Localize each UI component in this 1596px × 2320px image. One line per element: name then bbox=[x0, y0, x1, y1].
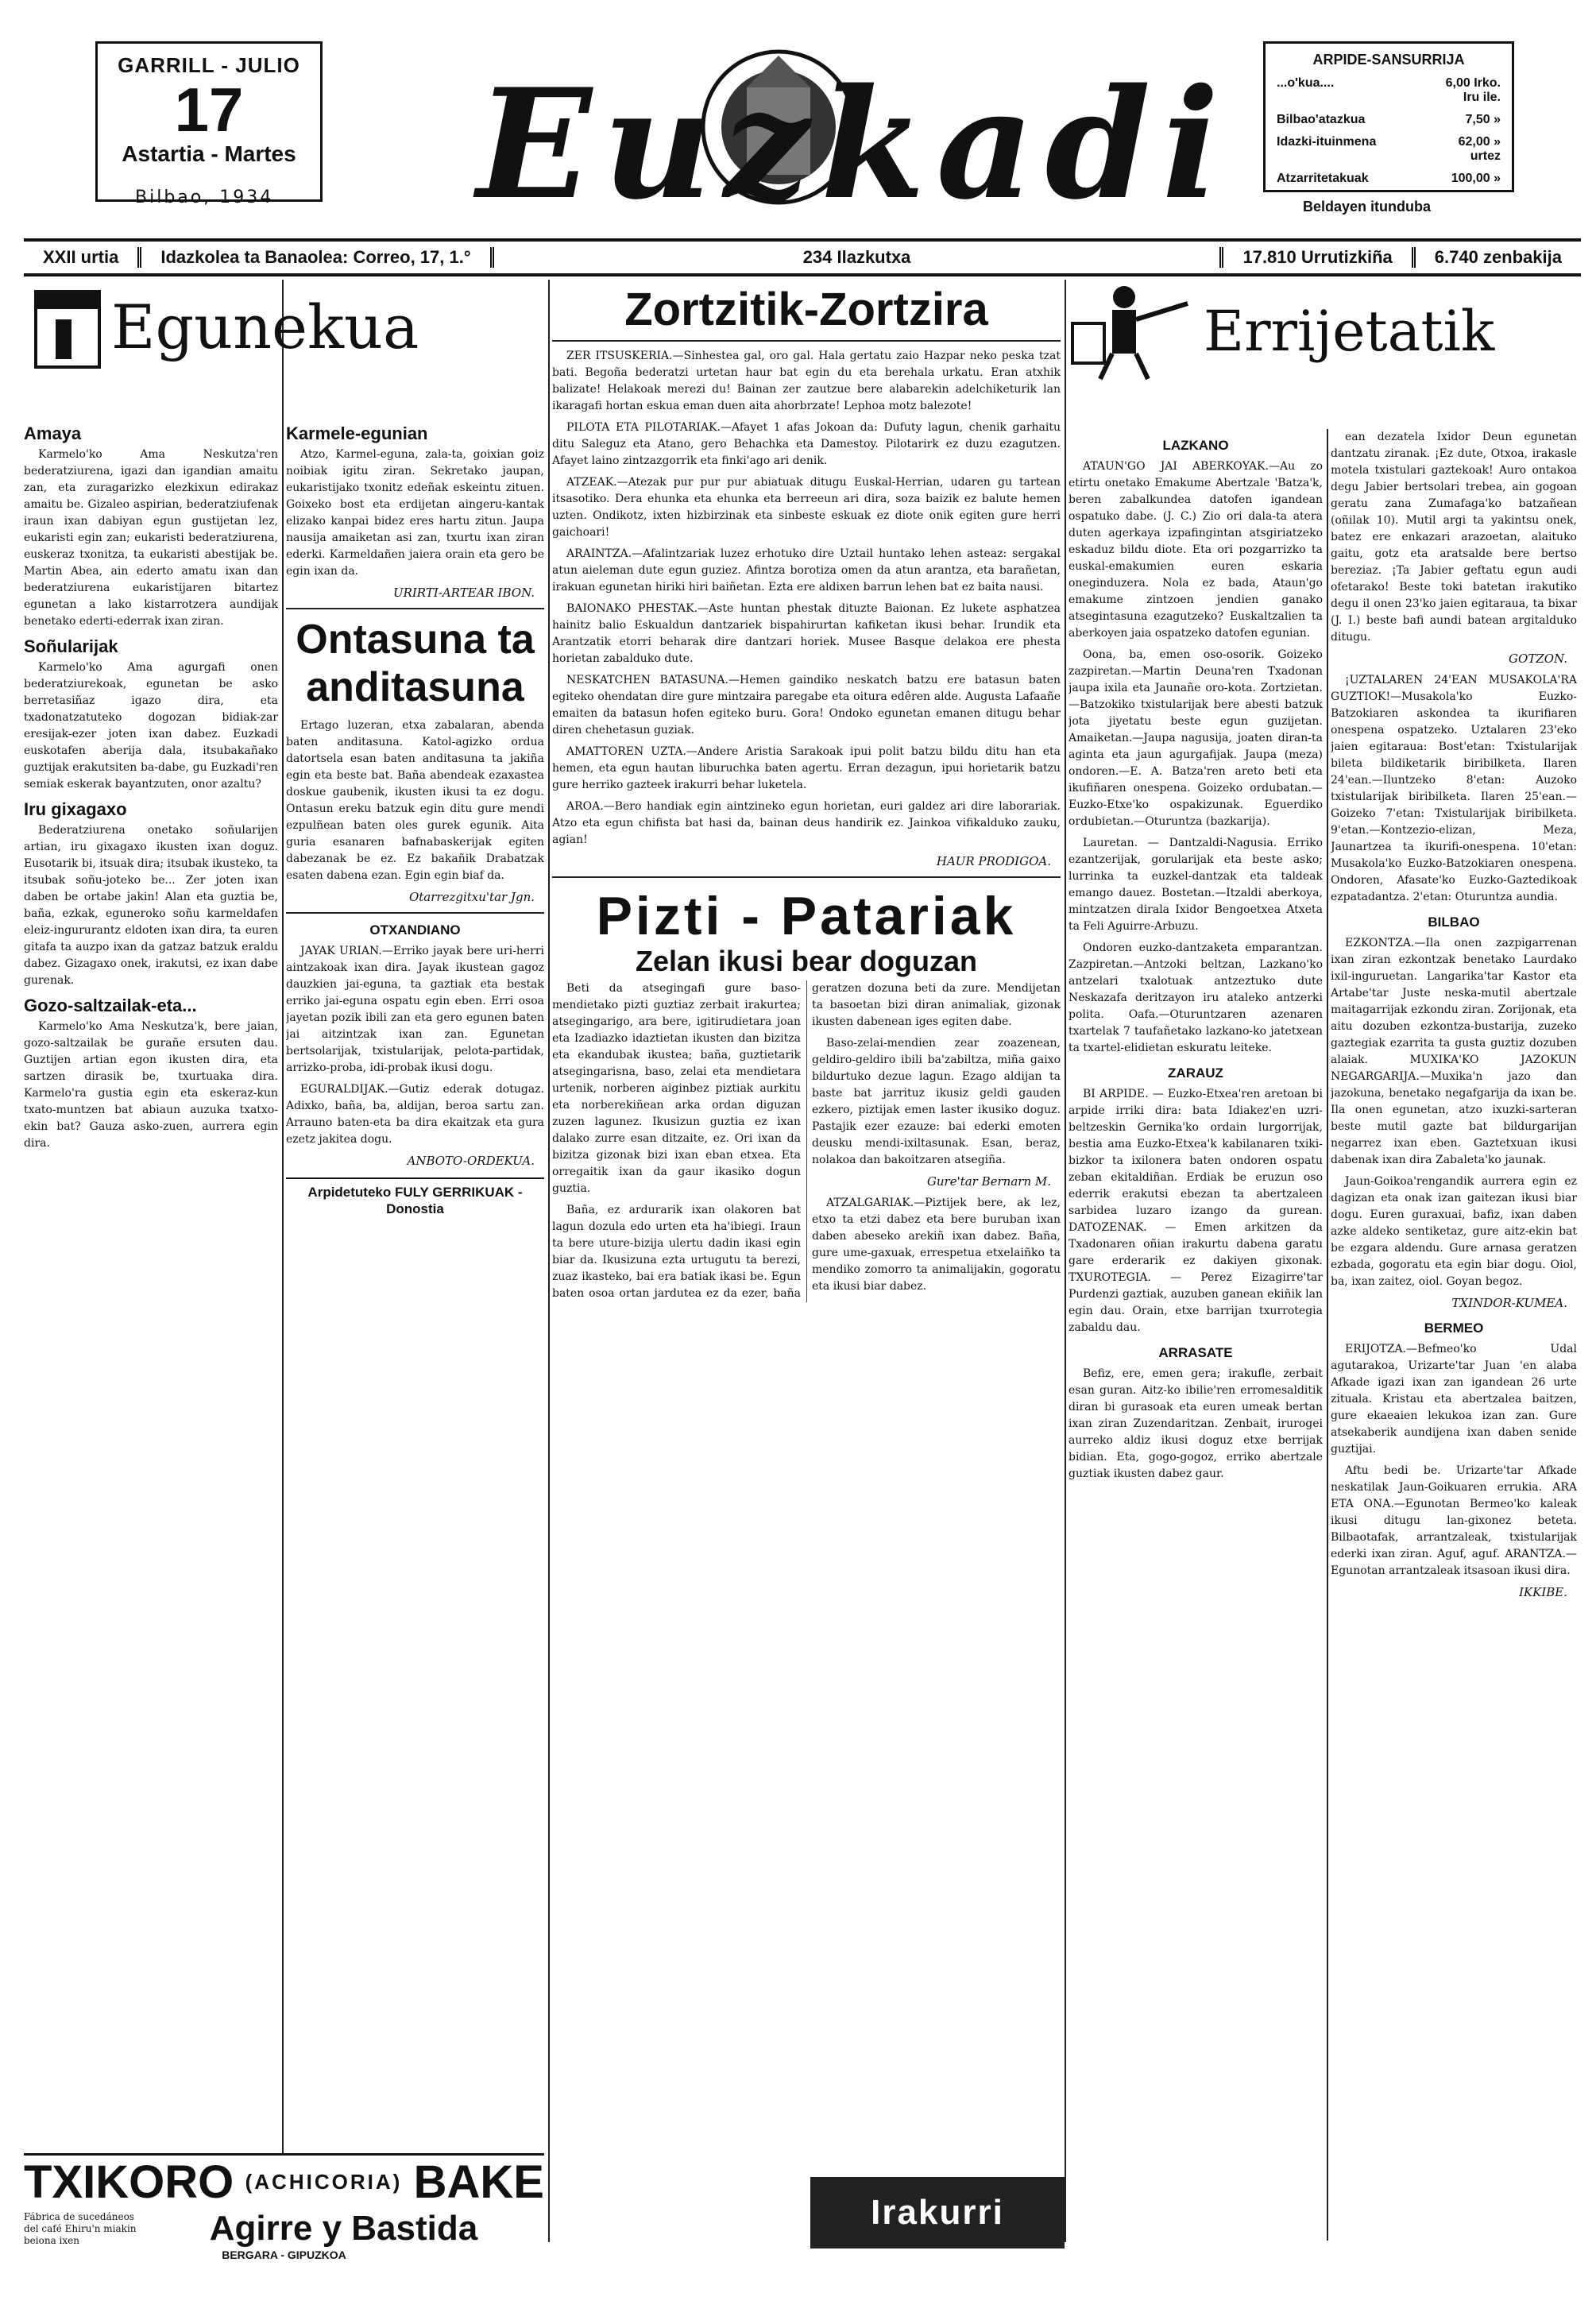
subscription-box bbox=[1263, 41, 1514, 192]
number-label: 6.740 zenbakija bbox=[1434, 247, 1562, 267]
article-body: ean dezatela Ixidor Deun egunetan dantzatu ziranak. ¡Ez dute, Otxoa, irakasle motela txistulari gaztekoak! Auro ontakoa degu Jabier bertsolari trebea, ain gogoan geratu zana Zumafaga'ko batzañean (oñilak 10). Mutil argi ta yakintsu onek, batez ere enkazari arazoetan, alaituko gaitu, gotz eta aratsalde bere bertso bereziaz. ¡Ta Jabier geftatu egun audi ofetarako! Beste toki batetan irakutiko degu il onen 23'ko jaien egitaraua, ta bixar (J. I.) beste bafi aundi batean argitalduko ditugu. bbox=[1331, 431, 1577, 644]
article-signature: HAUR PRODIGOA. bbox=[936, 854, 1051, 868]
divider bbox=[286, 912, 544, 914]
article-head: Gozo-saltzailak-eta... bbox=[24, 996, 197, 1015]
column-4-header bbox=[1069, 280, 1577, 423]
column-2 bbox=[286, 417, 544, 2149]
feature-title: Pizti - Patariak bbox=[596, 886, 1017, 946]
ad-irakurri: Irakurri EUZKADI bbox=[810, 2177, 1065, 2248]
newspaper-title: Euzkadi bbox=[477, 56, 1231, 233]
article-signature: URIRTI-ARTEAR IBON. bbox=[392, 586, 535, 600]
ad-txikoro bbox=[24, 2153, 544, 2259]
printer-line: Beldayen itunduba bbox=[1303, 199, 1432, 215]
column-rule bbox=[548, 280, 550, 2242]
article-head: Soñularijak bbox=[24, 636, 118, 656]
article-body: Lauretan. — Dantzaldi-Nagusia. Erriko ezantzerijak, gorularijak eta beste asko; lurrinka ta euzkel-dantzak eta taldeak emango dauez. Bostetan.—Itzaldi aberkoya, mintzatzen dirala Ixidor Bengoetxea Atxeta ta Feli Aguirre-Arbuzu. bbox=[1069, 837, 1323, 933]
article-body: Karmelo'ko Ama agurgafi onen bederatziurekoak, egunetan be asko berretasiñaz igazo dira, eta txadonatzatuteko dogozan bidiak-zar eresijak-ezer joten ixan dabez. Euzkadi euskotafen aberija dala, itsubakañako guztijak erakutsiten ba-dabe, gu Euzkadi'ren semiak eskerak bayantzuten, onor azaltu? bbox=[24, 661, 278, 791]
section-header-egunekua bbox=[24, 280, 544, 375]
article-signature: ANBOTO-ORDEKUA. bbox=[407, 1154, 535, 1168]
article-body: NESKATCHEN BATASUNA.—Hemen gaindiko neskatch batzu ere batasun baten egiteko ohendatan dire gure mintzaira paregabe eta oitura edêren alde. Augusta Lafaañe emaiten da batasun hofen egiteko buru. Gora! Ondoko egunetan emanen ditugu behar diren chehetasun guziak. bbox=[552, 674, 1061, 737]
article-body: Atzo, Karmel-eguna, zala-ta, goixian goiz noibiak igitu ziran. Sekretako jaupan, eukaristijako txonitz edeñak eskeintu zituen. Goixeko bost eta erdijetan aingeru-kantak elizako kanpai bidez eres hartu zitun. Jaupa nausija amaiketan asi zan, txurtu ixan ziran ederki. Karmeldañen jaiera orain eta gero be egin ixan da. bbox=[286, 448, 544, 578]
column-rule bbox=[282, 280, 284, 2242]
ad-small: Arpidetuteko FULY GERRIKUAK - Donostia bbox=[286, 1177, 544, 1217]
calendar-icon bbox=[24, 280, 111, 375]
town-head: BERMEO bbox=[1424, 1320, 1484, 1336]
price-row: Atzarritetakuak 100,00 » bbox=[1277, 172, 1501, 185]
column-rule bbox=[1065, 280, 1066, 2242]
column-4a bbox=[1069, 429, 1323, 2241]
ad-brand-right: BAKE bbox=[413, 2156, 544, 2208]
divider bbox=[552, 340, 1061, 342]
article-head: OTXANDIANO bbox=[369, 922, 461, 938]
section-title-zortzitik: Zortzitik-Zortzira bbox=[624, 284, 988, 335]
column-4b bbox=[1331, 429, 1577, 2241]
article-body: ATAUN'GO JAI ABERKOYAK.—Au zo etirtu onetako Emakume Abertzale 'Batza'k, beren zabalkundea datofen igandean ospatuko dabe. (J. C.) Zio ori dala-ta atera duten agerkaya izpafingintan atsgiriatzeko eskaduz bildu diote. Eta ori pozgarrizko ta euskal-emakumien euren eskaria oneginduzera. Nola ez bada, Ataun'go emakume zintzoen jendien ganako atsegintasuna ezagutzeko? Euskaltzalien ta aberkoyen jaia ospatzeko datofen egunian. bbox=[1069, 460, 1323, 640]
article-body: Ertago luzeran, etxa zabalaran, abenda baten anditasuna. Katol-agizko ordua datortsela esan baten anditasuna ta jakiña egin eta beste bat. Baña abendeak ezaxastea doskue gaubenik, ikusten ikusi ta ez dogu. Ontasun ereku batzuk egin ditu gure mendi ezpulñean baten oles gurek egunik. Aita guria esanaren bafnabaskerijak egiten dabezanak be ez. Ez bakañik Drabatzak esaten dabena ezan. Egin egin biaf da. bbox=[286, 719, 544, 882]
article-head: Amaya bbox=[24, 423, 82, 443]
divider bbox=[286, 608, 544, 609]
article-body: BI ARPIDE. — Euzko-Etxea'ren aretoan bi arpide irriki dira: bata Idiakez'en uzri-beltzeskin Gernika'ko ordain lurgorrijak, bestia ama Euzko-Etxea'k kabilanaren txiki-bizkor ta ixilonera baten ondoren ospatu zeban ekitaldiñan. Erdiak be eruzun oso ederrik erakutsi ebezan ta abertzaleen sarbidea luzaro izango da gurean. DATOZENAK. — Emen arkitzen da Txadonaren oñian irakurtu dabena garatu gare erderarik ez dakiyen gixonak. TXUROTEGIA. — Perez Eizagirre'tar Purdenzi gaztiak, auzuben ganean ekiñik lan egin dau. Orain, etxe barrijan txurrotegia zabaldu dau. bbox=[1069, 1088, 1323, 1334]
article-body: ATZALGARIAK.—Piztijek bere, ak lez, etxo ta etzi dabez eta bere buruban ixan daben abeseko arekiñ ixan dabez. Baña, gure ume-gaxuak, errespetua etxelaiñko ta mendiko zomorro ta animalijakin, gogoratu eta ikusi biar dabez. bbox=[812, 1197, 1061, 1293]
article-body: Jaun-Goikoa'rengandik aurrera egin ez dagizan eta onak izan gaitezan ikusi biar dogu. Euren guraxuai, bafiz, ixan daben azke aldeko sentiketaz, gure aitz-ekin bat be ezgara aldendu. Gure arnasa geratzen ezbada, gogoratu eta egin biar dogu. Oiol, ba, ixan zaitez, oiol. Goyan begoz. bbox=[1331, 1175, 1577, 1288]
article-body: ARAINTZA.—Afalintzariak luzez erhotuko dire Uztail huntako lehen asteaz: sergakal atun aieleman dute egun guziez. Afintza borotiza omen da atun arantza, eta barañetan, irakuan egunetan hiriki hiri baiñetan. Ezta ere aldixen barrun lehen bat ez baita nausi. bbox=[552, 547, 1061, 594]
article-body: Aftu bedi be. Urizarte'tar Afkade neskatilak Jaun-Goikuaren errukia. ARA ETA ONA.—Egunotan Bermeo'ko kaleak ikusi ditugu lan-gixonez beteta. Bilbaotafak, arrantzaleak, txistularijak ederki ixan ziran. Aguf, aguf. ARANTZA.—Egunotan arrantzaleak itsasoan ikusi dira. bbox=[1331, 1464, 1577, 1577]
article-body: EGURALDIJAK.—Gutiz ederak dotugaz. Adixko, baña, ba, aldijan, beroa sartu zan. Arrauno baten-eta ba dira ekaitzak eta gura ezetz jakitea dogu. bbox=[286, 1083, 544, 1146]
city-year: Bilbao, 1934 bbox=[135, 188, 274, 207]
article-body: Karmelo'ko Ama Neskutza'k, bere jaian, gozo-saltzailak be gurañe ersuten dau. Guztijen artian egon ikusten dira, eta sartzen dirasik be, txurtuaka dira. Karmelo'ra gustia egin eta eskeraz-kun txato-muntzen bat abiaun auzuka txatxo-ekin bat? Gauza asko-zuen, aurrera egin dira. bbox=[24, 1020, 278, 1150]
article-body: ¡UZTALAREN 24'EAN MUSAKOLA'RA GUZTIOK!—Musakola'ko Euzko-Batzokiaren askondea ta ikurifiaren onespena ospatzeko. Uztalaren 23'eko jaien egitaraua: Bost'etan: Txistularijak bileta bildiketarik biribilketa. Ilaren 24'ean.—Iluntzeko 8'etan: Auzoko txistularijak biribilketa. Ilaren 25'ean.—Goizeko 7'etan: Txistularijak biribilketa. 9'etan.—Kontzezio-elizan, Meza, Jaunartzea ta ikurifi-onespena. 10'etan: Musakola'ko Euzko-Batzokiaren onespena. Ondoren, Afasate'ko Euzko-Gaztedikoak ezpatadantza. 2'etan: Oturuntza aundia. bbox=[1331, 674, 1577, 903]
column-3 bbox=[552, 280, 1061, 2242]
ad-company: Agirre y Bastida bbox=[209, 2209, 478, 2248]
article-body: Karmelo'ko Ama Neskutza'ren bederatziurena, igazi dan igandian amaitu zan, eta zuragarizko elezkixun edirakaz amaitu be. Gizaleo aspirian, bederatziufenak iraun ixan dabiyan egun gustijetan lez, eukaristi egin zan; eukaristi bederatziurena, euskeraz txonitza, ta eukaristi abestijak be. Martin Abea, ain ederto amatu ixan dan bederatziurena eukaristijaren bitartez egunetan a lako kistarrotzera aundijak benetako ederti-ederrak ixan ziran. bbox=[24, 448, 278, 628]
price-row: Idazki-ituinmena 62,00 » urtez bbox=[1277, 135, 1501, 163]
ad-brand-left: TXIKORO bbox=[24, 2156, 234, 2208]
price-row: Bilbao'atazkua 7,50 » bbox=[1277, 113, 1501, 126]
town-head: ARRASATE bbox=[1158, 1345, 1233, 1360]
town-crier-icon bbox=[1069, 280, 1204, 383]
town-head: ZARAUZ bbox=[1168, 1065, 1223, 1081]
article-signature: IKKIBE. bbox=[1518, 1585, 1567, 1599]
date-month: GARRILL - JULIO bbox=[118, 53, 300, 77]
date-box bbox=[95, 41, 323, 202]
article-body: AROA.—Bero handiak egin aintzineko egun horietan, euri galdez ari dire laborariak. Atzo eta egun chifista bat hasi da, bainan deus handirik ez. Jainkoa vifikalduko zauku, agian! bbox=[552, 800, 1061, 846]
article-head: Karmele-egunian bbox=[286, 423, 428, 443]
issue-label: 234 Ilazkutxa bbox=[494, 247, 1224, 268]
ad-fine-print: Fábrica de sucedáneos del café Ehiru'n miakin beiona ixen bbox=[24, 2210, 137, 2246]
feature-subtitle: Zelan ikusi bear doguzan bbox=[635, 945, 978, 977]
ad-place: BERGARA - GIPUZKOA bbox=[222, 2248, 346, 2261]
article-body: Befiz, ere, emen gera; irakufle, zerbait esan guran. Aitz-ko ibilie'ren erromesalditik diran bi gurasoak eta euren umeak bertan ixan ziran Zuzendaritzan. Zenbait, irurogei aurreko aldiz ikusi doguz etxe berrijak bidian. Eta, gogo-gogoz, erriko abertzale guztiak ikusten dabez gaur. bbox=[1069, 1367, 1323, 1480]
article-body: ATZEAK.—Atezak pur pur pur abiatuak ditugu Euskal-Herrian, udaren gu tartean itsasotiko. Dera ehunka eta ehunka eta berreeun ari dira, soza baizik ez balute hemen uzten. Ondikotz, ixten hizbirzinak eta sinbeste eskuak ez diote onik egiten gure herri gaichoari! bbox=[552, 476, 1061, 539]
article-signature: Gure'tar Bernarn M. bbox=[926, 1174, 1051, 1189]
section-header-errijetatik bbox=[1069, 280, 1577, 383]
date-weekday: Astartia - Martes bbox=[122, 141, 296, 166]
subscription-title: ARPIDE-SANSURRIJA bbox=[1312, 52, 1465, 68]
section-title: Egunekua bbox=[111, 292, 419, 362]
article-body: Baña, ez ardurarik ixan olakoren bat lagun dozula edo urten eta ha'ibiegi. Iraun ta bere uture-bizija ulertu dadin ikasi egin biar da. Ikusizuna ezta urtugutu ta berezi, zuaz ikasteko, bai era batiak ikasi be. Egun baten osoa ortan jardutea ez da ezer, baña geratzen dozuna beti da zure. Mendijetan ta basoetan bizi diran animaliak, gizonak ikusten dabenean iges egiten dabe. bbox=[552, 982, 1061, 1300]
article-signature: TXINDOR-KUMEA. bbox=[1451, 1296, 1567, 1310]
column-rule bbox=[1327, 429, 1328, 2241]
ad-brand-mid: (ACHICORIA) bbox=[245, 2170, 403, 2194]
date-day: 17 bbox=[174, 75, 244, 145]
article-head: Iru gixagaxo bbox=[24, 799, 127, 819]
article-body: Beti da atsegingafi gure baso-mendietako pizti guztiaz zerbait irakurtea; atsegingarigo, ara bere, igitirudietara joan eta Izadiazko idaztietan ikusten dan bizitza eta ekandubak ikustea; baña, guztietarik atsegingarisna, baso, zelai eta mendietara urtenik, norberen aiginbez piztiak aurkitu eta norberekiñean arka ordan diguzan zuzen lagunez. Ikusizun guztia ez ixan dalako zurre esan ditzaite, ez. Ori ixan da bizitza gizonak bizi ixan eban etxea. Eta orregaitik ixan da gaur ikasiko dogun guztia. bbox=[552, 982, 801, 1195]
feature-body bbox=[552, 980, 1061, 1302]
town-head: LAZKANO bbox=[1162, 438, 1229, 453]
year-label: XXII urtia bbox=[24, 247, 141, 268]
phone-label: 17.810 Urrutizkiña bbox=[1223, 247, 1415, 268]
article-body: Ondoren euzko-dantzaketa emparantzan. Zazpiretan.—Antzoki beltzan, Lazkano'ko antzelari txalotuak antzeztuko dute Neskazafa deritzayon iru ataleko antzerki polita. Oafa.—Oturuntzaren azenaren txartelak 7 taufañetako lazkano-ko jatetxean ta txartel-elidietan eskuratu leiteke. bbox=[1069, 942, 1323, 1054]
article-signature: Otarrezgitxu'tar Jgn. bbox=[408, 890, 535, 904]
column-1 bbox=[24, 280, 544, 423]
article-body: BAIONAKO PHESTAK.—Aste huntan phestak dituzte Baionan. Ez lukete asphatzea hainitz balio Eskualdun dantzariek bispahirurtan kafiketan ikusi behar. Irundik eta Arantzatik etorri beharak dire dantzari horiek. Musee Basque delakoa ere phesta horietan zabalduko dute. bbox=[552, 602, 1061, 665]
price-row: ...o'kua.... 6,00 Irko. Iru ile. bbox=[1277, 76, 1501, 104]
article-body: AMATTOREN UZTA.—Andere Aristia Sarakoak ipui polit batzu bildu ditu han eta hemen, eta egun hautan liburuchka baten agertu. Erran dezagun, ipui horietarik batzu gure herriko gazteek irakurri behar luketela. bbox=[552, 745, 1061, 791]
article-title: Ontasuna ta anditasuna bbox=[296, 617, 535, 710]
article-body: ZER ITSUSKERIA.—Sinhestea gal, oro gal. Hala gertatu zaio Hazpar neko peska tzat bati. Begoña bederatzi urtetan haur bat egin du eta berehala urkatu. Eran atxhik balizate! Helakoak merezi du! Bainan zer zautzue bere alabarekin adelchiketurik lan ikaragafi hortan eskua eman duen aita ahorbrzate! Lephoa motz balezote! bbox=[552, 350, 1061, 412]
section-title: Errijetatik bbox=[1204, 299, 1495, 364]
article-body: Baso-zelai-mendien zear zoazenean, geldiro-geldiro ibili ba'zabiltza, miña gaixo bildurtuko dezue lagun. Ezago aldijan ta baste bat jarrituz ikusiz geldi gauden ezkero, piztijak emen laster ikusiko doguz. Pastajik ezer ezauze: bai ederki emoten deusku mendi-ixiltasunak. Esan, beraz, nolakoa dan bakoitzaren atsegiña. bbox=[812, 1037, 1061, 1166]
article-body: EZKONTZA.—Ila onen zazpigarrenan ixan ziran ezkontzak benetako Laurdako ixil-inguruetan. Langarika'tar Kastor eta Artabe'tar Juste neska-mutil abertzale maitagarrijak ezkondu ziran. Zorijonak, eta aitu dozuben ezkontza-bustarija, zuzeko gaztegiak ezarrita ta gusta guztiz dozuben alaiak. MUXIKA'KO JAZOKUN NEGARGARIJA.—Muxika'n jazo dan jazokuna, benetako negafgarija da ixan be. Ila onen egunetan, atzo ixuzki-sarteran beste mutil gazte bat bildurgarijan negarrez ixan eben. Gaztetxuan ikusi dabenak ixan dira Zabaleta'ko jaunak. bbox=[1331, 937, 1577, 1166]
address-label: Idazkolea ta Banaolea: Correo, 17, 1.° bbox=[141, 247, 493, 268]
column-1-body bbox=[24, 417, 278, 2149]
article-signature: GOTZON. bbox=[1509, 652, 1567, 666]
info-bar bbox=[24, 238, 1581, 276]
article-body: Oona, ba, emen oso-osorik. Goizeko zazpiretan.—Martin Deuna'ren Txadonan jaupa ixila eta Jaunañe oro-kota. Zortzietan.—Batzokiko txistularijak bere abesti batzuk jota jiyetatu beste egun guzijetan. Amaiketan.—Jaupa nagusija, joaten diran-ta aginta eta jaun agurgafijak. Jaupa (meza) ondoren.—E. A. Batza'ren areto beti eta ikufiñaren onespena. Goizeko ordubatan.—Euzko-Etxe'ko ospakizunak. Eguerdiko ordubietan.—Oturuntza (bazkarija). bbox=[1069, 648, 1323, 828]
article-body: Bederatziurena onetako soñularijen artian, iru gixagaxo ikusten ixan doguz. Eusotarik bi, itsuak dira; itsubak ikusteko, ta itsubak soñu-joteko be... Zer joten ixan daben be ortabe jakin! Alan eta guztia be, baña, ezkak, eguneroko soñu karmeldafen eleiz-ingururantz eldoten ixan dira, ta euren gitafa ta auzpo ixan da gatzaz batzuk eraldu dabez. Gizagaxo onek, irakutsi, ez ixan dabe gurenak. bbox=[24, 824, 278, 987]
town-head: BILBAO bbox=[1428, 914, 1480, 930]
divider bbox=[552, 876, 1061, 878]
masthead bbox=[477, 32, 1231, 238]
article-body: ERIJOTZA.—Befmeo'ko Udal agutarakoa, Urizarte'tar Juan 'en alaba Afkade igazi ixan zan igandean 26 urte zituala. Kristau eta abertzalea baitzen, gure ekaeaien lekukoa izan zan. Gure atsekaberik aundijena ixan daben senide guztijai. bbox=[1331, 1343, 1577, 1456]
article-body: PILOTA ETA PILOTARIAK.—Afayet 1 afas Jokoan da: Dufuty lagun, chenik garhaitu ditu Saleguz eta Atano, gero Behachka eta Damestoy. Pilotarirk ez duzu ezagutzen. Afayet laino zintzazgorrik eta finki'ago ari denik. bbox=[552, 421, 1061, 467]
article-body: JAYAK URIAN.—Erriko jayak bere uri-herri aintzakoak ixan dira. Jayak ikustean gagoz dauzkien jai-eguna, ta gaztiak eta bestak erriko jai-eguna ospatu egin eben. Erri osoa jayetan pozik ibili zan eta gero egunen baten jai aitzintzak ixan zan. Egunetan bertsolarijak, txistularijak, pelota-partidak, arrizko-proba, idi-probak ikusi dogu. bbox=[286, 945, 544, 1074]
